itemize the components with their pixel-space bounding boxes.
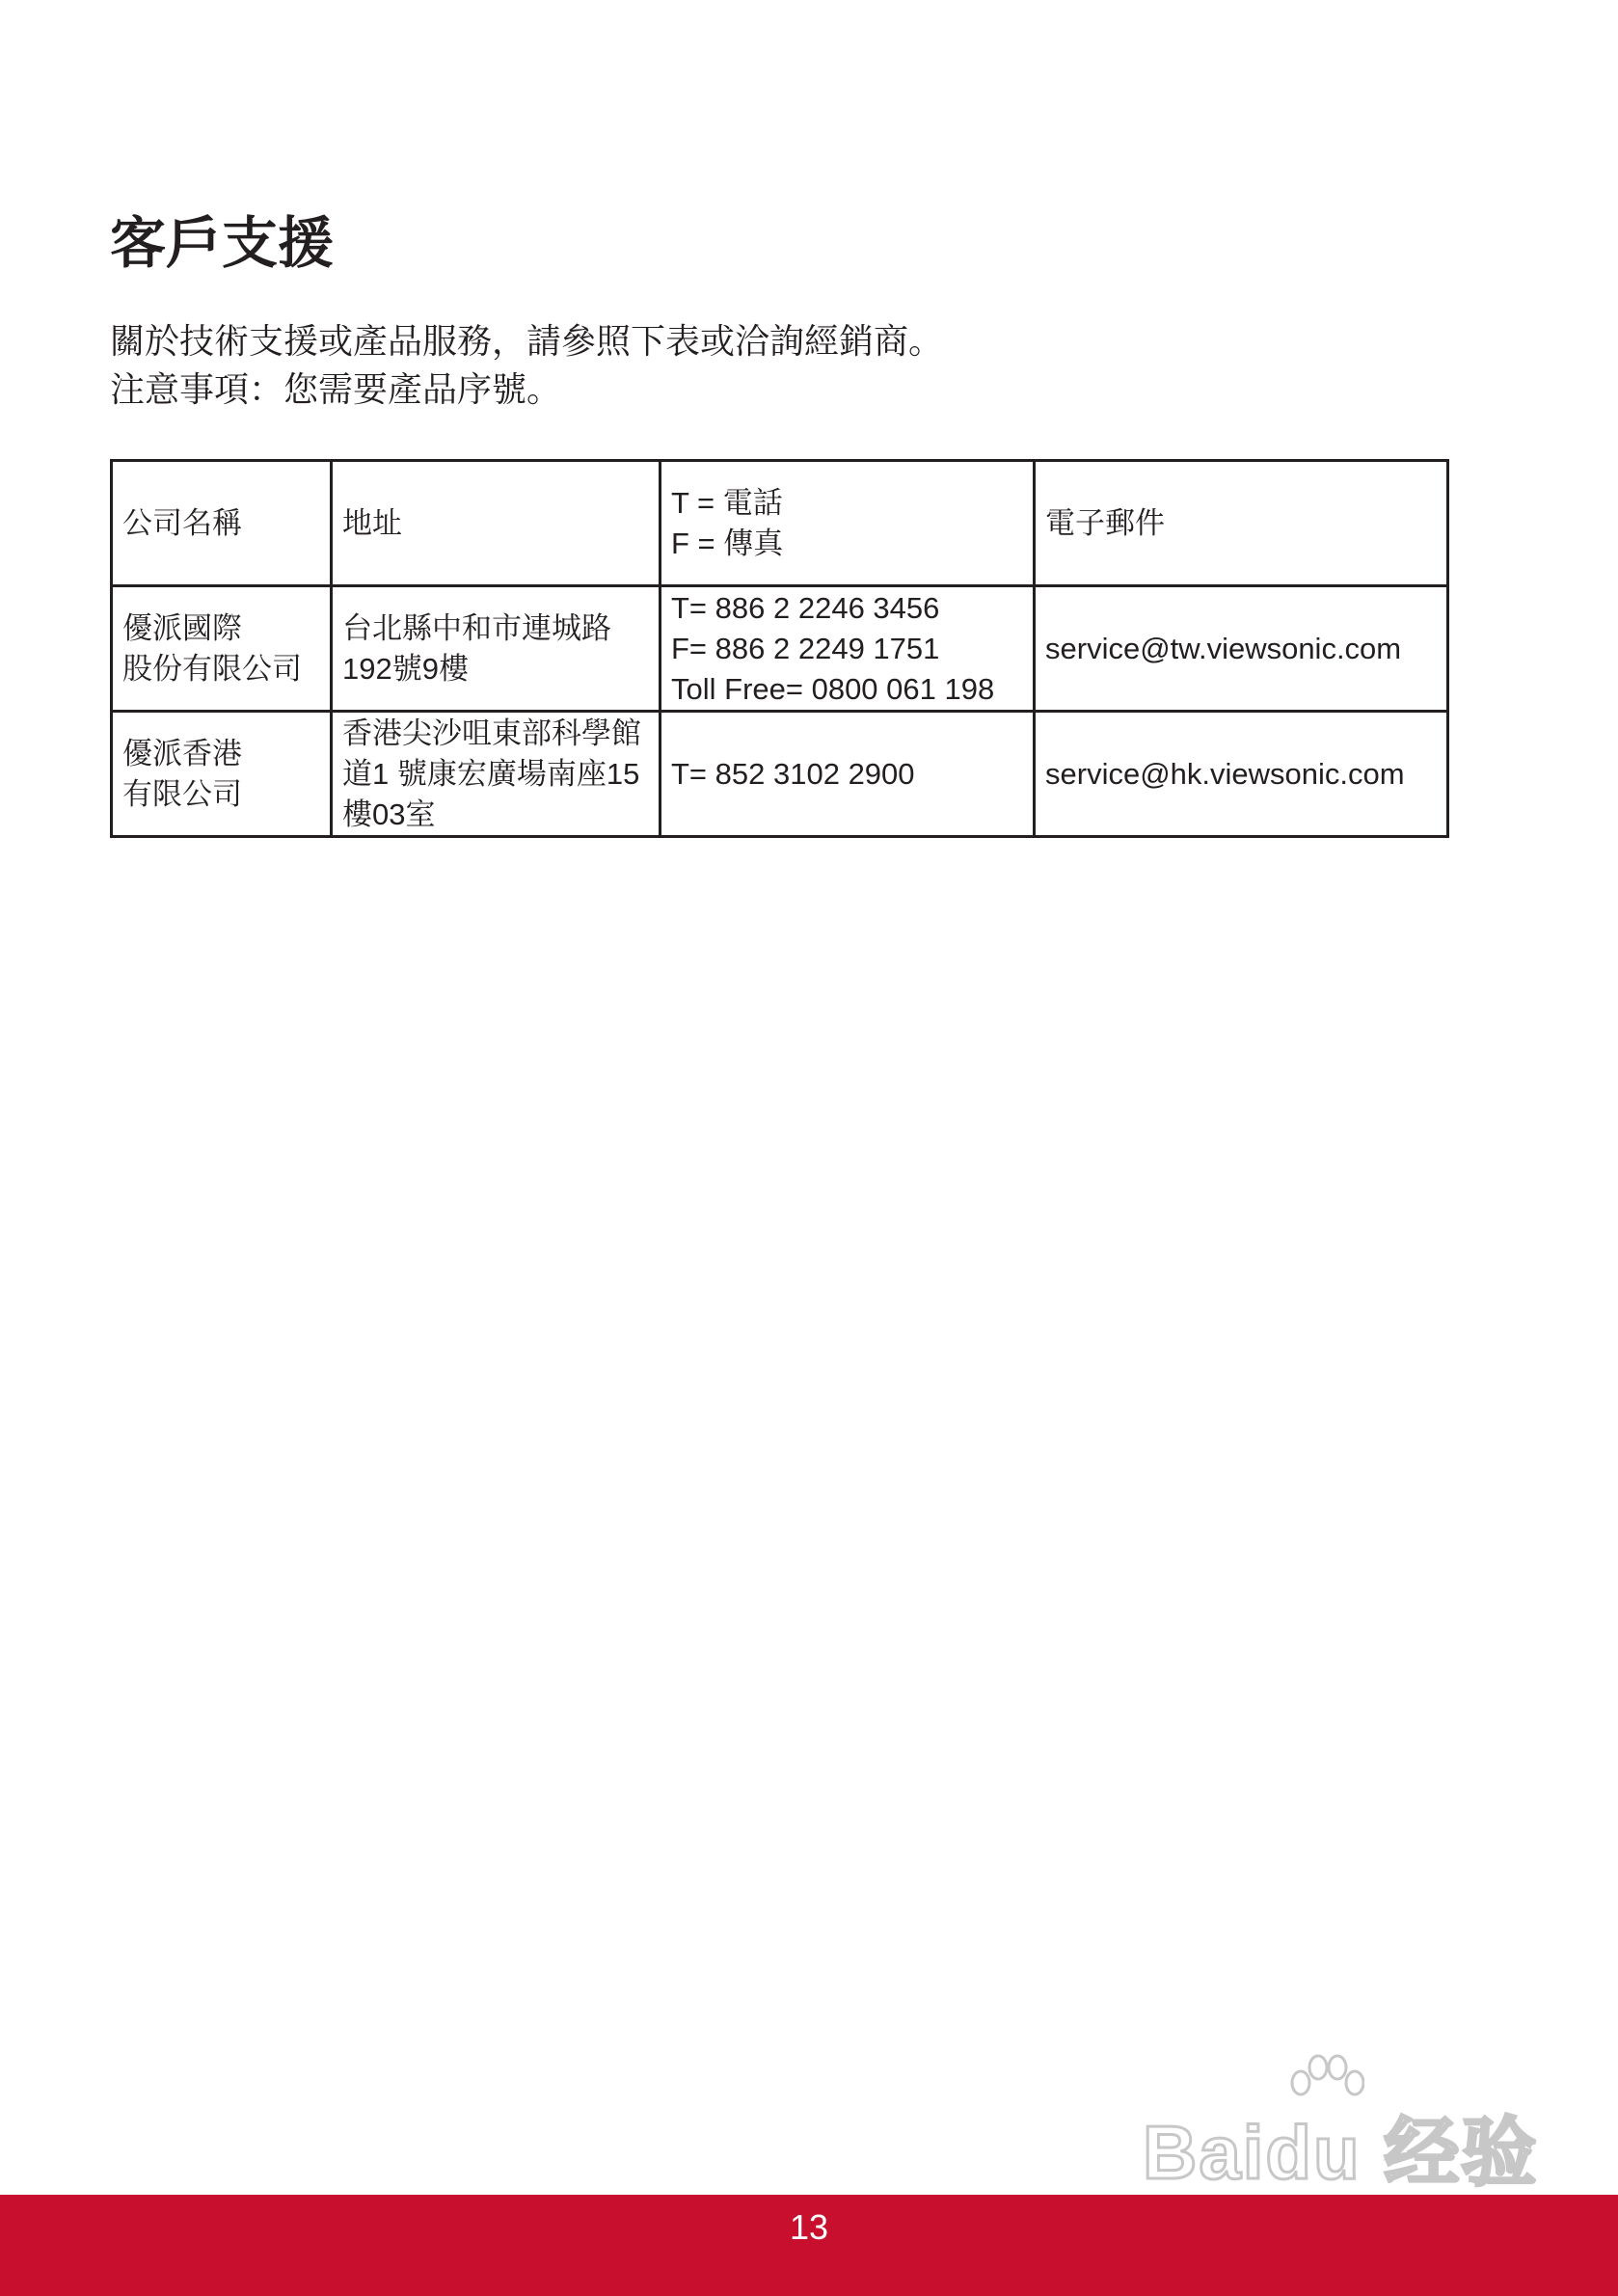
email-cell[interactable]: service@tw.viewsonic.com xyxy=(1035,586,1448,712)
intro-line: 關於技術支援或產品服務，請參照下表或洽詢經銷商。 xyxy=(110,322,944,362)
notice-line: 注意事項：您需要產品序號。 xyxy=(110,370,562,410)
watermark-logo: Baidu 经验 xyxy=(1143,2110,1539,2195)
address-cell: 香港尖沙咀東部科學館 道1 號康宏廣場南座15 樓03室 xyxy=(332,712,661,837)
support-contact-table xyxy=(110,459,1449,838)
company-name-cell: 優派國際 股份有限公司 xyxy=(112,586,332,712)
page-number: 13 xyxy=(789,2207,829,2247)
table-header-row xyxy=(112,461,1448,586)
table-row xyxy=(112,712,1448,837)
address-cell: 台北縣中和市連城路 192號9樓 xyxy=(332,586,661,712)
header-phone-fax: T = 電話 F = 傳真 xyxy=(661,461,1035,586)
company-name-cell: 優派香港 有限公司 xyxy=(112,712,332,837)
table-row xyxy=(112,586,1448,712)
phone-cell: T= 886 2 2246 3456 F= 886 2 2249 1751 Toll Free= 0800 061 198 xyxy=(661,586,1035,712)
header-address: 地址 xyxy=(332,461,661,586)
phone-cell: T= 852 3102 2900 xyxy=(661,712,1035,837)
page-title: 客戶支援 xyxy=(110,210,335,276)
email-cell[interactable]: service@hk.viewsonic.com xyxy=(1035,712,1448,837)
header-email: 電子郵件 xyxy=(1035,461,1448,586)
header-company-name: 公司名稱 xyxy=(112,461,332,586)
baidu-watermark xyxy=(1143,2054,1548,2199)
intro-text xyxy=(110,318,943,415)
